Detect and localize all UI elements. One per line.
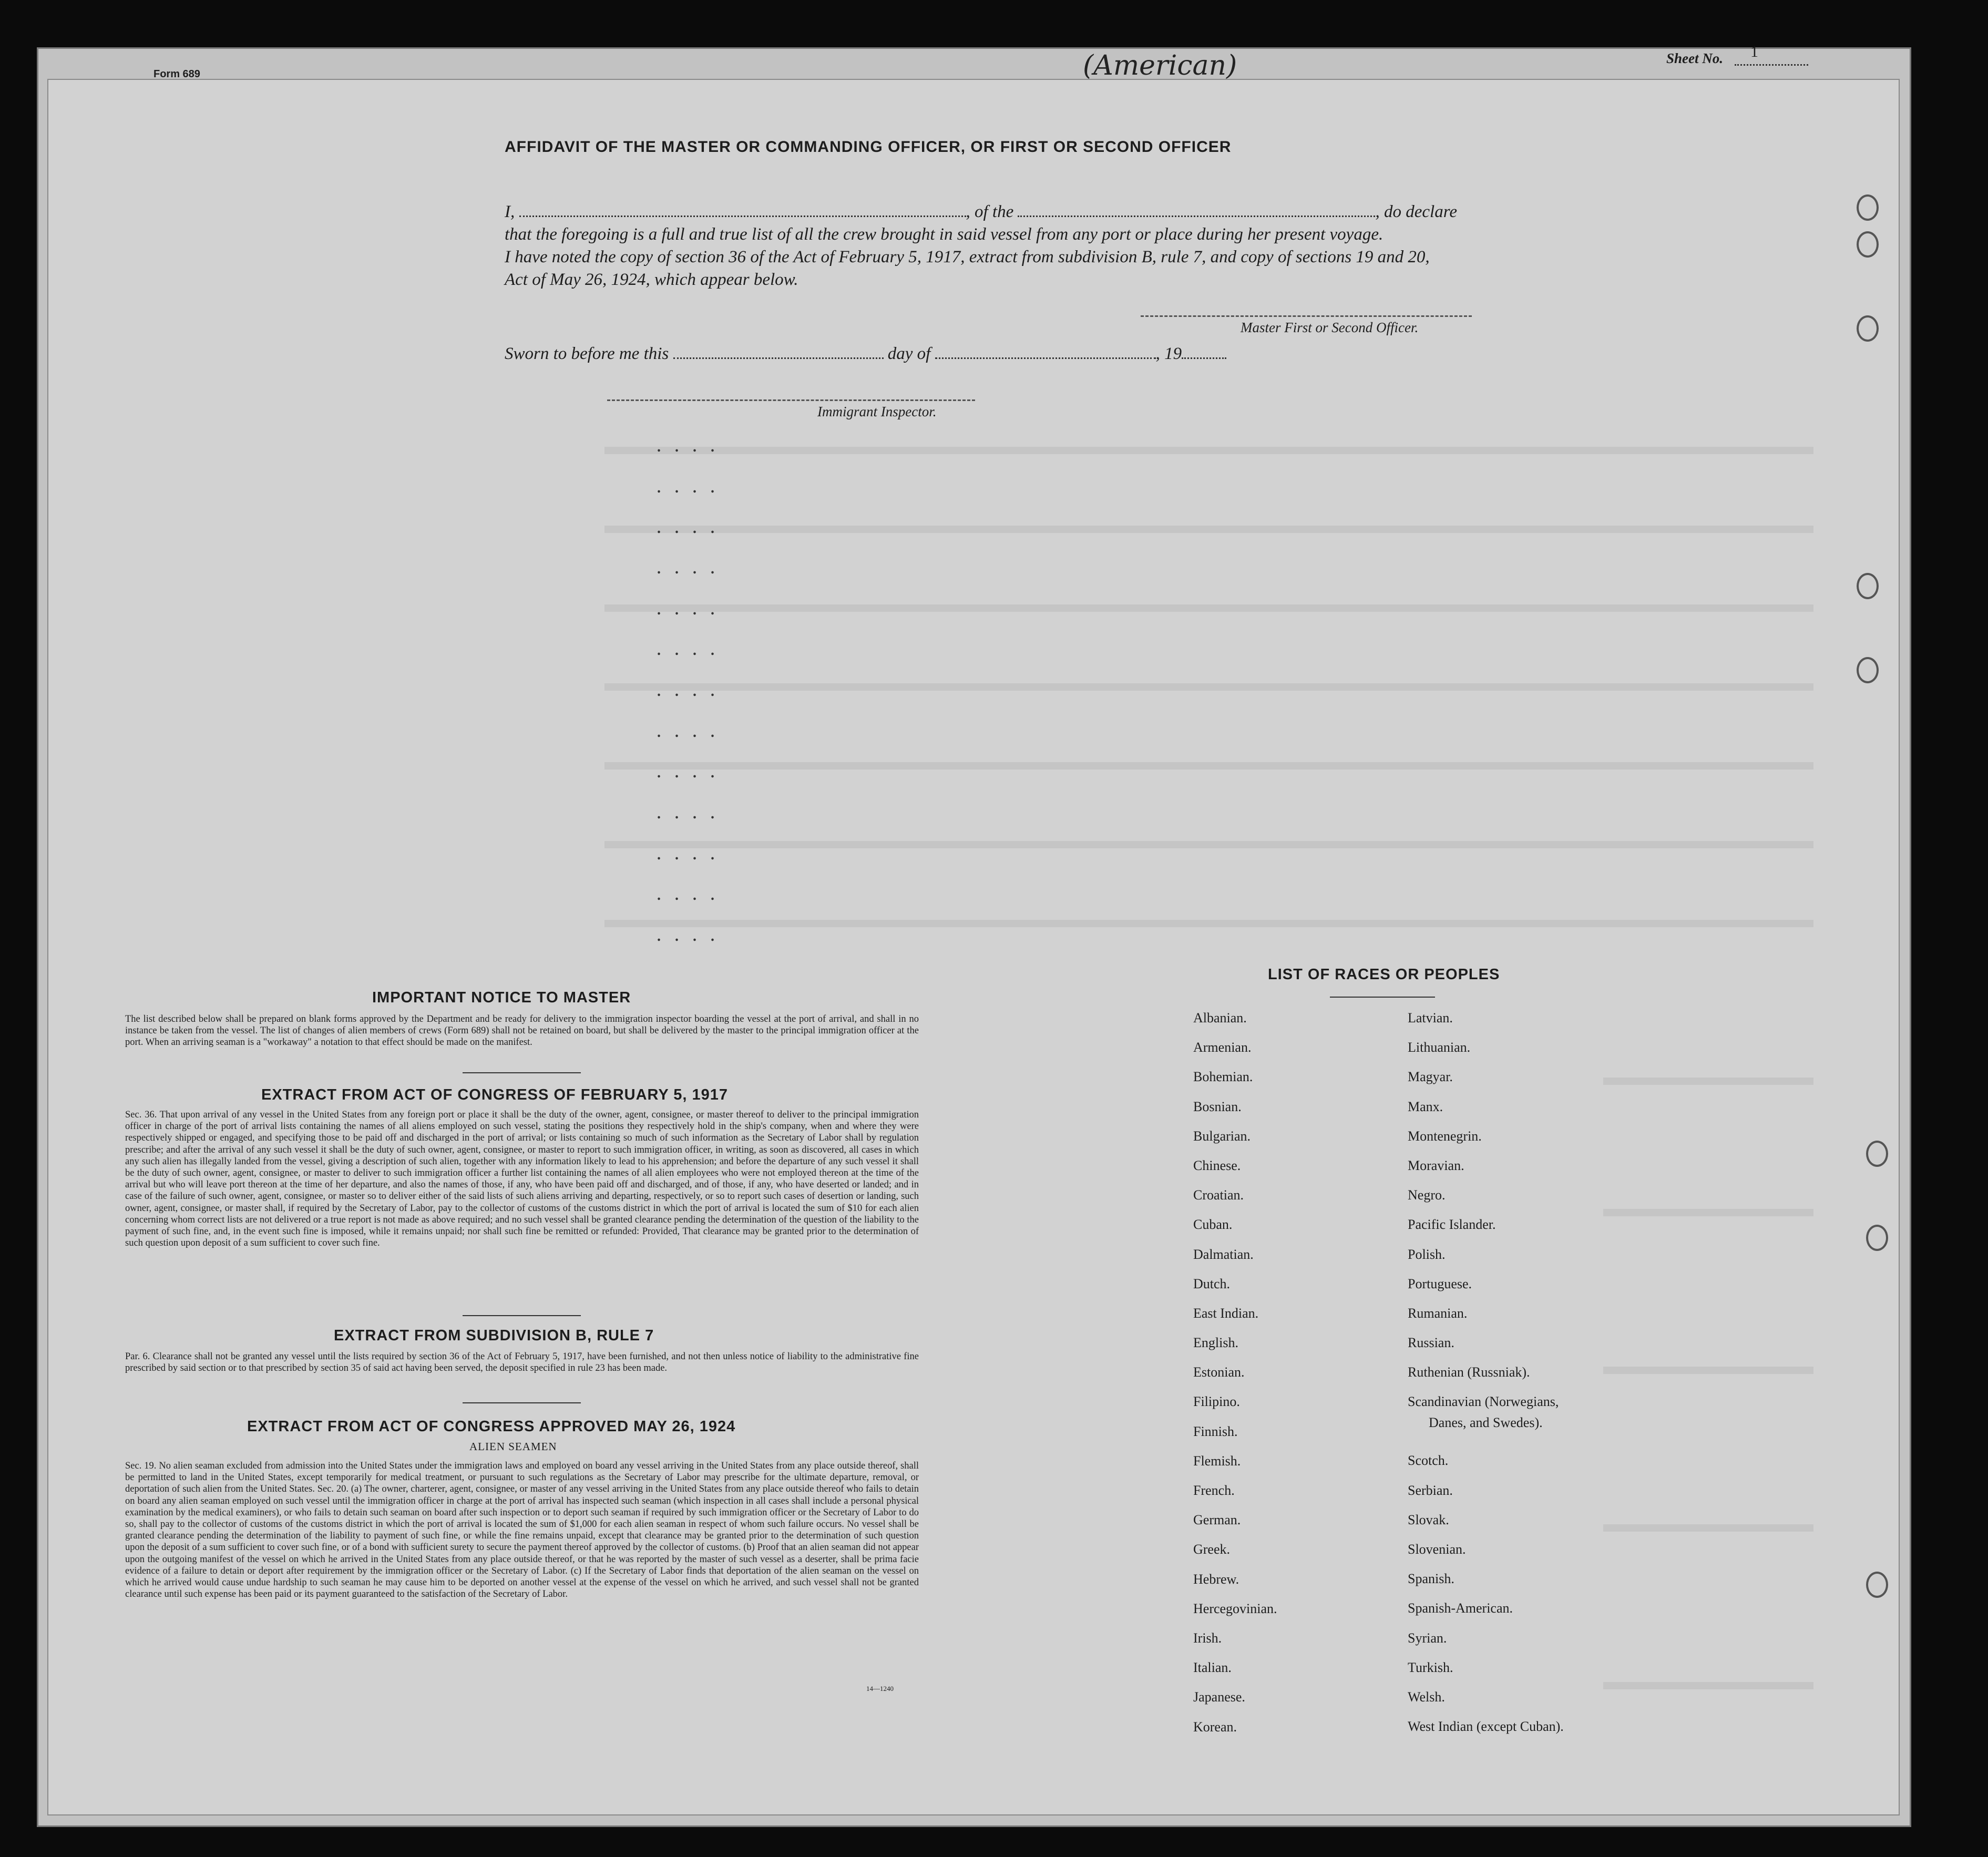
race-item: Bulgarian.	[1193, 1128, 1251, 1144]
extract-1924-subtitle: ALIEN SEAMEN	[469, 1440, 557, 1453]
sworn-label: Sworn to before me this	[505, 344, 669, 363]
master-signature-line[interactable]	[1141, 315, 1472, 317]
race-item: Bosnian.	[1193, 1099, 1242, 1114]
extract-rule7-title: EXTRACT FROM SUBDIVISION B, RULE 7	[334, 1327, 654, 1344]
race-item: Portuguese.	[1408, 1276, 1472, 1291]
affidavit-of-the: , of the	[966, 202, 1014, 221]
extract-1924-title: EXTRACT FROM ACT OF CONGRESS APPROVED MAY 26, 1924	[247, 1418, 736, 1435]
race-item: Bohemian.	[1193, 1069, 1253, 1085]
handwritten-note: (American)	[1083, 50, 1237, 81]
race-item: Scandinavian (Norwegians,	[1408, 1394, 1559, 1410]
race-item: Welsh.	[1408, 1689, 1445, 1705]
race-item: Korean.	[1193, 1719, 1237, 1735]
race-item: West Indian (except Cuban).	[1408, 1719, 1564, 1735]
race-item: Montenegrin.	[1408, 1128, 1482, 1144]
race-item: Hercegovinian.	[1193, 1600, 1277, 1616]
race-item: Magyar.	[1408, 1069, 1453, 1085]
affidavit-title: AFFIDAVIT OF THE MASTER OR COMMANDING OFFICER, OR FIRST OR SECOND OFFICER	[505, 138, 1232, 156]
race-item: Polish.	[1408, 1246, 1446, 1262]
affidavit-line-3: I have noted the copy of section 36 of the Act of February 5, 1917, extract from subdivision B, rule 7, and copy of sections 19 and 20,	[505, 248, 1430, 266]
form-number: Form 689	[153, 68, 200, 80]
extract-1917-text: Sec. 36. That upon arrival of any vessel in the United States from any foreign port or place it shall be the duty of the owner, agent, consignee, or master thereof to deliver to the principal immigration officer in charge of the port of arrival lists containing the names of all aliens employed on such vessel, stating the positions they respectively hold in the ship's company, when and where they were respectively shipped or engaged, and specifying those to be paid off and discharged in the port of arrival; or lists containing so much of such information as the Secretary of Labor shall by regulation prescribe; and after the arrival of any such vessel it shall be the duty of such owner, agent, consignee, or master to report to such immigration officer, in writing, as soon as discovered, all cases in which any such alien has illegally landed from the vessel, giving a description of such alien, together with any information likely to lead to his apprehension; and before the departure of any such vessel it shall be the duty of such owner, agent, consignee, or master to deliver to such immigration officer a further list containing the names of all alien employees who were not employed thereon at the time of the arrival but who will leave port thereon at the time of her departure, and also the names of those, if any, who have been paid off and discharged, and of those, if any, who have deserted or landed; and in case of the failure of such owner, agent, consignee, or master so to deliver either of the said lists of such aliens arriving and departing, respectively, or so to report such cases of desertion or landing, such owner, agent, consignee, or master shall, if required by the Secretary of Labor, pay to the collector of customs of the customs district in which the port of arrival is located the sum of $10 for each alien concerning whom correct lists are not delivered or a true report is not made as above required; and no such vessel shall be granted clearance pending the determination of the question of the liability to the payment of such fine, and, in the event such fine is imposed, while it remains unpaid; nor shall such fine be remitted or refunded: Provided, That clearance may be granted prior to the determination of such question upon deposit of a sum sufficient to cover such fine.	[125, 1110, 919, 1249]
race-item: Rumanian.	[1408, 1305, 1468, 1321]
race-item: English.	[1193, 1335, 1238, 1351]
race-item: Serbian.	[1408, 1482, 1453, 1498]
race-item: Turkish.	[1408, 1659, 1453, 1675]
race-item: Cuban.	[1193, 1217, 1233, 1233]
race-item: Filipino.	[1193, 1394, 1240, 1410]
race-item: Hebrew.	[1193, 1571, 1239, 1587]
race-item: Ruthenian (Russniak).	[1408, 1364, 1530, 1380]
inspector-signature-line[interactable]	[607, 399, 975, 401]
sworn-line	[505, 344, 1226, 364]
notice-text: The list described below shall be prepared on blank forms approved by the Department and be ready for delivery to the immigration inspector boarding the vessel at the port of arrival, and shall in no instance be taken from the vessel. The list of changes of alien members of crews (Form 689) shall not be retained on board, but shall be delivered by the master to the principal immigration officer at the port. When an arriving seaman is a "workaway" a notation to that effect should be made on the manifest.	[125, 1014, 919, 1048]
race-item: Chinese.	[1193, 1157, 1241, 1173]
race-item: Armenian.	[1193, 1040, 1252, 1055]
affidavit-line-4: Act of May 26, 1924, which appear below.	[505, 270, 798, 289]
race-item: Spanish-American.	[1408, 1600, 1513, 1616]
race-item: Latvian.	[1408, 1010, 1453, 1025]
divider	[463, 1315, 581, 1316]
sworn-day-field[interactable]	[673, 357, 884, 359]
sworn-year-field[interactable]	[1182, 357, 1226, 359]
race-item: Croatian.	[1193, 1187, 1244, 1203]
affidavit-declare: , do declare	[1375, 202, 1457, 221]
extract-rule7-text: Par. 6. Clearance shall not be granted any vessel until the lists required by section 36 of the Act of February 5, 1917, have been furnished, and not then unless notice of liability to the administrative fine prescribed by said section or to that prescribed by section 35 of said act having been served, the deposit specified in rule 23 has been made.	[125, 1351, 919, 1374]
print-code: 14—1240	[866, 1685, 894, 1692]
sworn-month-field[interactable]	[935, 357, 1156, 359]
races-title: LIST OF RACES OR PEOPLES	[1268, 966, 1500, 983]
race-item: Slovenian.	[1408, 1542, 1466, 1557]
race-item: French.	[1193, 1483, 1235, 1498]
affidavit-declaration-line	[505, 202, 1457, 222]
race-item: Flemish.	[1193, 1453, 1241, 1469]
race-item: Syrian.	[1408, 1630, 1447, 1646]
race-item: Russian.	[1408, 1335, 1454, 1351]
day-of-label: day of	[887, 344, 931, 363]
master-name-field[interactable]	[519, 216, 966, 217]
race-item: Albanian.	[1193, 1010, 1247, 1025]
affidavit-i: I,	[505, 202, 515, 221]
race-item: Spanish.	[1408, 1571, 1454, 1587]
race-item: Italian.	[1193, 1660, 1232, 1676]
race-item: Manx.	[1408, 1099, 1443, 1114]
divider	[1330, 997, 1435, 998]
race-item: Negro.	[1408, 1187, 1446, 1203]
signature-caption: Master First or Second Officer.	[1241, 320, 1419, 335]
race-item: Estonian.	[1193, 1364, 1245, 1380]
sheet-number-line	[1735, 64, 1808, 66]
divider	[463, 1402, 581, 1403]
race-item: Greek.	[1193, 1542, 1231, 1557]
extract-1924-text: Sec. 19. No alien seaman excluded from admission into the United States under the immigration laws and employed on board any vessel arriving in the United States from any place outside thereof, shall be permitted to land in the United States, except temporarily for medical treatment, or pursuant to such regulations as the Secretary of Labor may prescribe for the ultimate departure, removal, or deportation of such alien from the United States. Sec. 20. (a) The owner, charterer, agent, consignee, or master of any vessel arriving in the United States from any place outside thereof who fails to detain on board any alien seaman employed on such vessel until the immigration officer in charge at the port of arrival has inspected such seaman (which inspection in all cases shall include a personal physical examination by the medical examiners), or who fails to detain such seaman on board after such inspection or to deport such seaman if required by such immigration officer or the Secretary of Labor to do so, shall pay to the collector of customs of the customs district in which the port of arrival is located the sum of $1,000 for each alien seaman in respect of whom such failure occurs. No vessel shall be granted clearance pending the determination of the liability to payment of such fine, or while the fine remains unpaid, except that clearance may be granted prior to the determination of such question upon the deposit of a sum sufficient to cover such fine, or of a bond with sufficient surety to secure the payment thereof approved by the collector of customs. (b) Proof that an alien seaman did not appear upon the outgoing manifest of the vessel on which he arrived in the United States from any place outside thereof, or that he was reported by the master of such vessel as a deserter, shall be prima facie evidence of a failure to detain or deport after requirement by the immigration officer or the Secretary of Labor. (c) If the Secretary of Labor finds that deportation of the alien seaman on the vessel on which he arrived would cause undue hardship to such seaman he may cause him to be deported on another vessel at the expense of the vessel on which he arrived, and such vessel shall not be granted clearance until such expense has been paid or its payment guaranteed to the satisfaction of the Secretary of Labor.	[125, 1461, 919, 1600]
sheet-number: 1	[1750, 43, 1758, 60]
inspector-caption: Immigrant Inspector.	[817, 404, 937, 419]
divider	[463, 1072, 581, 1073]
notice-title: IMPORTANT NOTICE TO MASTER	[372, 989, 631, 1006]
sheet-label: Sheet No.	[1666, 50, 1723, 66]
race-item: East Indian.	[1193, 1305, 1259, 1321]
race-item: German.	[1193, 1512, 1241, 1528]
race-item: Japanese.	[1193, 1689, 1245, 1705]
races-right-column	[1408, 1010, 1564, 1748]
race-item: Finnish.	[1193, 1423, 1238, 1439]
affidavit-line-2: that the foregoing is a full and true list of all the crew brought in said vessel from any port or place during her present voyage.	[505, 225, 1384, 244]
race-item: Dalmatian.	[1193, 1246, 1254, 1262]
race-item: Dutch.	[1193, 1276, 1231, 1291]
race-item: Danes, and Swedes).	[1429, 1415, 1543, 1431]
race-item: Scotch.	[1408, 1453, 1449, 1469]
vessel-name-field[interactable]	[1018, 216, 1375, 217]
extract-1917-title: EXTRACT FROM ACT OF CONGRESS OF FEBRUARY 5, 1917	[261, 1086, 729, 1103]
race-item: Moravian.	[1408, 1157, 1464, 1173]
race-item: Pacific Islander.	[1408, 1217, 1496, 1233]
races-left-column	[1193, 1010, 1277, 1749]
year-prefix: , 19	[1155, 344, 1182, 363]
race-item: Slovak.	[1408, 1512, 1449, 1527]
race-item: Irish.	[1193, 1630, 1222, 1646]
race-item: Lithuanian.	[1408, 1040, 1471, 1055]
